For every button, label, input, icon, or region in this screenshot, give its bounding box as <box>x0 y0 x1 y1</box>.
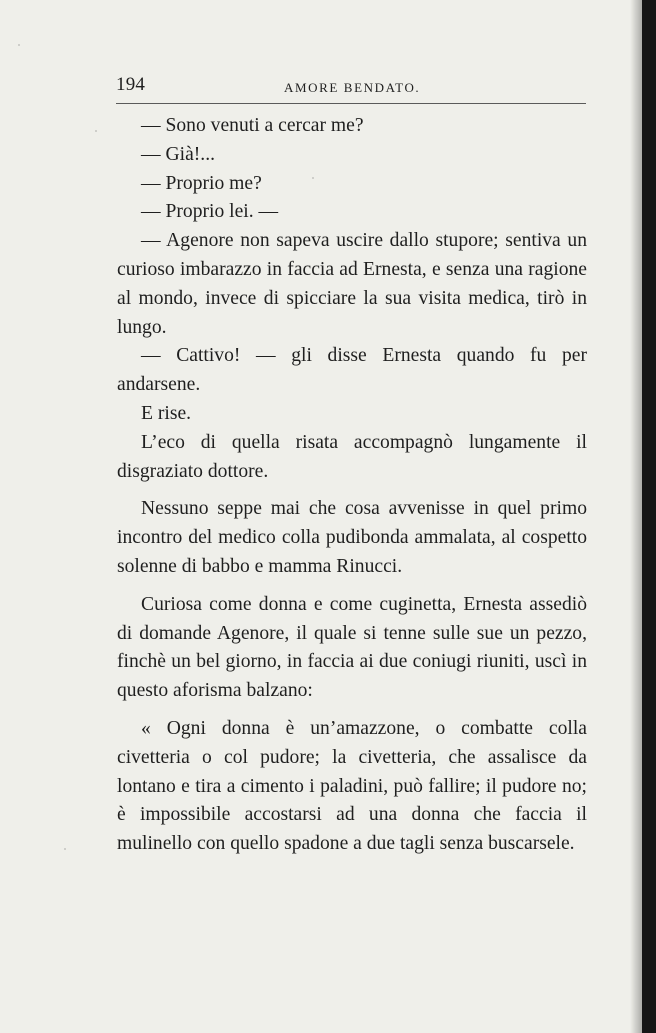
paragraph: — Già!... <box>141 143 216 165</box>
paragraph: — Proprio lei. — <box>141 201 279 223</box>
paragraph: — Agenore non sapeva uscire dallo stupore; sentiva un curioso imbarazzo in faccia ad Ernesta, e senza una ragione al mondo, invece di spicciare la sua visita medica, tirò in lungo. <box>117 230 587 338</box>
page-number: 194 <box>116 74 146 95</box>
paragraph: — Sono venuti a cercar me? <box>141 115 364 136</box>
page-header <box>116 70 586 100</box>
paragraph: E rise. <box>141 402 192 424</box>
page-edge-shadow <box>630 0 642 1033</box>
paragraph: L’eco di quella risata accompagnò lungamente il disgraziato dottore. <box>117 431 587 482</box>
header-rule <box>116 103 586 104</box>
paragraph: — Proprio me? <box>141 172 262 194</box>
paragraph: — Cattivo! — gli disse Ernesta quando fu per andarsene. <box>117 345 587 396</box>
scan-speck <box>64 848 66 850</box>
paragraph: « Ogni donna è un’amazzone, o combatte colla civetteria o col pudore; la civetteria, che assalisce da lontano e tira a cimento i paladini, può fallire; il pudore no; è impossibile accostarsi ad una donna che faccia il mulinello con quello spadone a due tagli senza buscarsele. <box>117 717 587 855</box>
paragraph: Curiosa come donna e come cuginetta, Ernesta assediò di domande Agenore, il quale si tenne sulle sue un pezzo, finchè un bel giorno, in faccia ai due coniugi riuniti, uscì in questo aforisma balzano: <box>117 593 587 702</box>
scanner-border <box>642 0 656 1033</box>
running-title: AMORE BENDATO. <box>284 80 421 95</box>
body-text <box>117 112 587 868</box>
scan-speck <box>95 130 97 132</box>
paragraph: Nessuno seppe mai che cosa avvenisse in quel primo incontro del medico colla pudibonda ammalata, al cospetto solenne di babbo e mamma Rinucci. <box>117 498 587 577</box>
scan-speck <box>18 44 20 46</box>
